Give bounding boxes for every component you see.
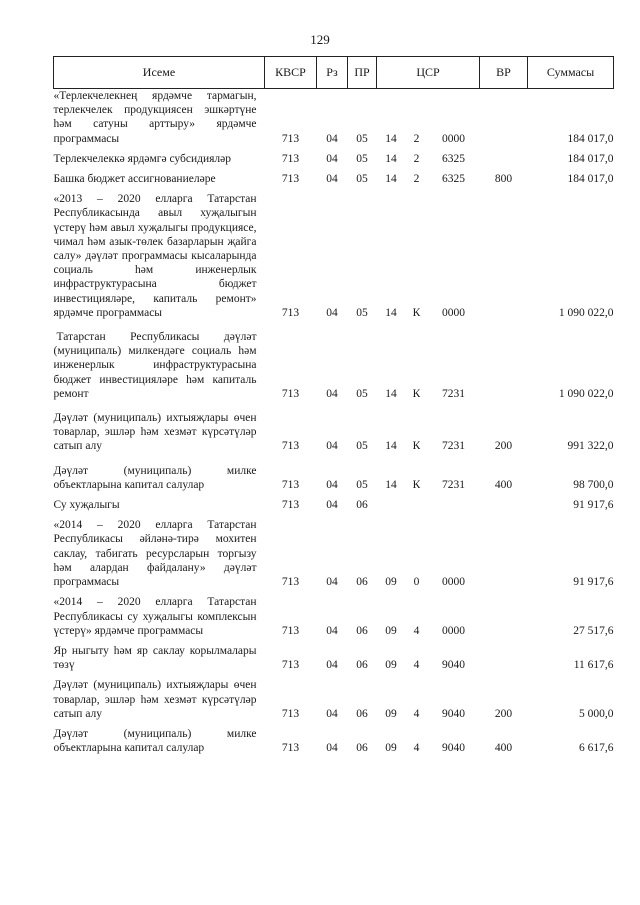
row-csr-program: 14 (385, 387, 397, 400)
row-pr: 05 (356, 478, 368, 491)
row-pr: 06 (356, 659, 368, 672)
row-rz: 04 (326, 132, 338, 145)
row-csr-direction: 0000 (442, 132, 465, 145)
row-rz: 04 (326, 173, 338, 186)
row-rz: 04 (326, 659, 338, 672)
row-rz: 04 (326, 499, 338, 512)
row-vr (480, 330, 528, 411)
row-name: Дәүләт (муниципаль) ихтыяҗлары өчен товарлар, эшләр һәм хезмәт күрсәтүләр сатып алу (53, 412, 257, 453)
row-name: «2014 – 2020 елларга Татарстан Республикасы су хуҗалыгы комплексын үстерү» ярдәмче программасы (53, 596, 257, 637)
row-csr-subprogram: К (412, 387, 421, 400)
row-pr: 05 (356, 440, 368, 453)
row-rz: 04 (326, 624, 338, 637)
row-sum: 98 700,0 (573, 478, 614, 491)
row-vr: 400 (494, 478, 513, 491)
row-kvsr: 713 (281, 707, 300, 720)
row-csr-direction: 0000 (442, 576, 465, 589)
row-vr (480, 518, 528, 595)
row-sum: 91 917,6 (573, 499, 614, 512)
row-pr: 06 (356, 499, 368, 512)
row-sum: 5 000,0 (579, 707, 614, 720)
table-row (54, 644, 614, 678)
row-csr-direction: 0000 (442, 306, 465, 319)
table-row (54, 727, 614, 755)
row-csr-subprogram: К (412, 440, 421, 453)
row-vr (480, 152, 528, 172)
row-csr-direction: 7231 (442, 387, 465, 400)
row-kvsr: 713 (281, 306, 300, 319)
row-csr-program: 14 (385, 478, 397, 491)
row-csr-program: 09 (385, 742, 397, 755)
table-row (54, 498, 614, 518)
header-vr: ВР (480, 57, 528, 89)
row-vr (480, 595, 528, 644)
row-csr-program (377, 498, 406, 518)
row-sum: 184 017,0 (567, 132, 614, 145)
row-vr: 200 (494, 707, 513, 720)
row-name: Дәүләт (муниципаль) милке объектларына капитал салулар (53, 727, 257, 755)
row-csr-subprogram: 4 (413, 659, 420, 672)
row-rz: 04 (326, 478, 338, 491)
row-rz: 04 (326, 707, 338, 720)
row-csr-direction: 0000 (442, 624, 465, 637)
row-pr: 05 (356, 152, 368, 165)
row-name: Башка бюджет ассигнованиеләре (53, 173, 216, 186)
row-rz: 04 (326, 440, 338, 453)
header-csr: ЦСР (377, 57, 480, 89)
row-rz: 04 (326, 576, 338, 589)
table-row (54, 518, 614, 595)
row-kvsr: 713 (281, 173, 300, 186)
row-kvsr: 713 (281, 478, 300, 491)
row-vr (480, 192, 528, 330)
row-csr-subprogram: 2 (413, 132, 420, 145)
row-name: «Терлекчелекнең ярдәмче тармагын, терлекчелек продукциясен эшкәртүне һәм сатуны арттыру» ярдәмче программасы (53, 90, 257, 145)
row-csr-direction: 7231 (442, 478, 465, 491)
row-sum: 27 517,6 (573, 624, 614, 637)
row-csr-direction: 9040 (442, 659, 465, 672)
row-vr (480, 644, 528, 678)
row-kvsr: 713 (281, 742, 300, 755)
row-name: Дәүләт (муниципаль) ихтыяҗлары өчен товарлар, эшләр һәм хезмәт күрсәтүләр сатып алу (53, 679, 257, 720)
row-csr-subprogram: 4 (413, 742, 420, 755)
row-csr-subprogram: 2 (413, 152, 420, 165)
row-kvsr: 713 (281, 499, 300, 512)
row-csr-program: 14 (385, 132, 397, 145)
row-pr: 06 (356, 707, 368, 720)
row-name: Дәүләт (муниципаль) милке объектларына капитал салулар (53, 464, 257, 491)
row-kvsr: 713 (281, 576, 300, 589)
row-vr (480, 498, 528, 518)
row-sum: 991 322,0 (567, 440, 614, 453)
row-csr-direction (428, 498, 480, 518)
row-sum: 1 090 022,0 (558, 306, 614, 319)
header-pr: ПР (348, 57, 377, 89)
row-vr: 800 (494, 173, 513, 186)
row-csr-direction: 6325 (442, 152, 465, 165)
header-kvsr: КВСР (265, 57, 317, 89)
table-row (54, 595, 614, 644)
row-kvsr: 713 (281, 387, 300, 400)
row-pr: 05 (356, 132, 368, 145)
row-csr-direction: 9040 (442, 707, 465, 720)
table-row (54, 172, 614, 192)
page-number: 129 (310, 32, 330, 47)
header-rz: Рз (317, 57, 348, 89)
row-name: Су хуҗалыгы (53, 499, 120, 512)
row-sum: 91 917,6 (573, 576, 614, 589)
table-row (54, 411, 614, 464)
row-csr-subprogram: К (412, 306, 421, 319)
row-name: «2014 – 2020 елларга Татарстан Республикасы әйләнә-тирә мохитен саклау, табигать ресурсларын торгызу һәм алардан файдалану» дәүләт программасы (53, 519, 257, 589)
row-pr: 06 (356, 742, 368, 755)
table-row (54, 464, 614, 498)
row-csr-program: 09 (385, 659, 397, 672)
row-csr-subprogram: К (412, 478, 421, 491)
row-name: Яр ныгыту һәм яр саклау корылмалары төзү (53, 644, 257, 672)
header-sum: Суммасы (528, 57, 614, 89)
row-pr: 06 (356, 576, 368, 589)
row-rz: 04 (326, 306, 338, 319)
row-sum: 184 017,0 (567, 152, 614, 165)
row-csr-subprogram: 4 (413, 707, 420, 720)
row-kvsr: 713 (281, 440, 300, 453)
row-pr: 05 (356, 173, 368, 186)
row-csr-subprogram (406, 498, 428, 518)
table-row (54, 678, 614, 727)
table-row (54, 152, 614, 172)
row-csr-direction: 7231 (442, 440, 465, 453)
row-csr-subprogram: 2 (413, 173, 420, 186)
header-name: Исеме (54, 57, 265, 89)
row-csr-program: 14 (385, 440, 397, 453)
row-vr: 400 (494, 742, 513, 755)
row-sum: 11 617,6 (573, 659, 614, 672)
row-csr-program: 09 (385, 576, 397, 589)
row-csr-program: 14 (385, 306, 397, 319)
row-rz: 04 (326, 742, 338, 755)
row-rz: 04 (326, 387, 338, 400)
row-name: «2013 – 2020 елларга Татарстан Республикасында авыл хуҗалыгын үстерү һәм авыл хуҗалыгы продукциясе, чимал һәм азык-төлек базарларын җайга салу» дәүләт программасы кысаларында социаль һәм инженерлык инфраструктурасына бюджет инвестицияләре, капиталь ремонт» ярдәмче программасы (53, 193, 257, 319)
budget-table (53, 56, 614, 755)
table-row (54, 89, 614, 152)
row-rz: 04 (326, 152, 338, 165)
row-sum: 6 617,6 (579, 742, 614, 755)
row-name: Терлекчелеккә ярдәмгә субсидияләр (53, 152, 232, 165)
row-kvsr: 713 (281, 132, 300, 145)
row-name: Татарстан Республикасы дәүләт (муниципаль) милкендәге социаль һәм инженерлык инфраструктурасына бюджет инвестицияләре һәм капиталь ремонт (53, 331, 257, 400)
row-kvsr: 713 (281, 152, 300, 165)
table-row (54, 192, 614, 330)
table-row (54, 330, 614, 411)
row-kvsr: 713 (281, 624, 300, 637)
row-vr (480, 89, 528, 152)
row-csr-subprogram: 0 (413, 576, 420, 589)
row-sum: 184 017,0 (567, 173, 614, 186)
row-csr-program: 09 (385, 624, 397, 637)
row-csr-direction: 9040 (442, 742, 465, 755)
row-csr-subprogram: 4 (413, 624, 420, 637)
row-vr: 200 (494, 440, 513, 453)
row-kvsr: 713 (281, 659, 300, 672)
table-header-row (54, 57, 614, 89)
row-csr-direction: 6325 (442, 173, 465, 186)
row-csr-program: 09 (385, 707, 397, 720)
row-csr-program: 14 (385, 173, 397, 186)
row-pr: 06 (356, 624, 368, 637)
row-pr: 05 (356, 387, 368, 400)
row-csr-program: 14 (385, 152, 397, 165)
row-sum: 1 090 022,0 (558, 387, 614, 400)
row-pr: 05 (356, 306, 368, 319)
